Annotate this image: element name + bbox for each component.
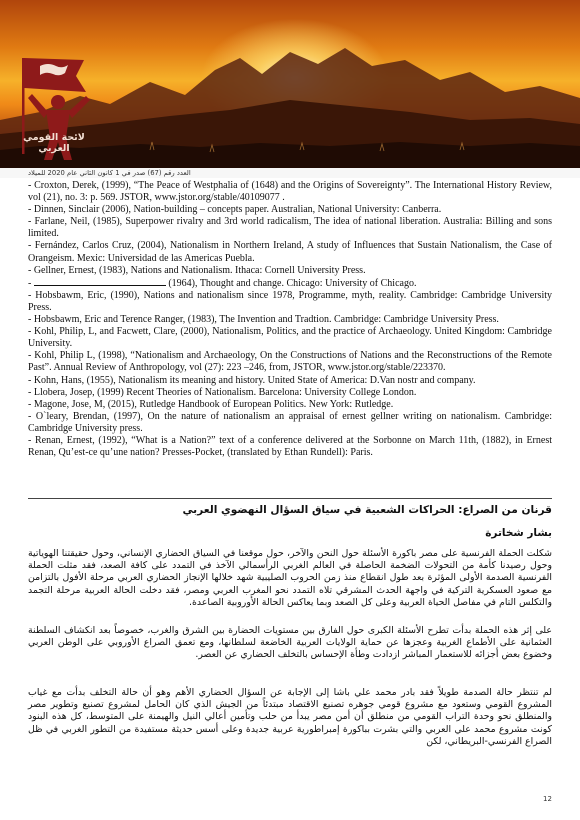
repeated-author-line [34, 277, 166, 286]
reference-item: - Hobsbawm, Eric and Terence Ranger, (1983), The Invention and Tradtion. Cambridge: Cambridge University Press. [28, 314, 499, 326]
reference-item: - (1964), Thought and change. Chicago: University of Chicago. [28, 277, 417, 289]
reference-item: - Kohl, Philip, L, and Facwett, Clare, (2000), Nationalism, Politics, and the practice of Archaeology. United Kingdom: Cambridge University. [28, 326, 552, 350]
reference-item: - Croxton, Derek, (1999), “The Peace of Westphalia of (1648) and the Origins of Sovereignty”. The International History Review, vol (21), no. 3: p. 569. JSTOR, www.jstor.org/stable/40109077 . [28, 180, 552, 204]
reference-item: - Kohn, Hans, (1955), Nationalism its meaning and history. United State of America: D.Van nostr and company. [28, 374, 476, 386]
section-divider [28, 498, 552, 499]
logo-caption: لائحة القومي العربي [23, 132, 85, 154]
issue-info-text: العدد رقم (67) صدر في 1 كانون الثاني عام 2020 للميلاد [28, 169, 191, 177]
reference-item: - Renan, Ernest, (1992), “What is a Nation?” text of a conference delivered at the Sorbonne on March 11th, (1882), in Ernest Renan, Qu’est-ce qu’une nation? Presses-Pocket, (translated by Ethan Rundell): Paris. [28, 434, 552, 459]
reference-item: - Farlane, Neil, (1985), Superpower rivalry and 3rd world radicalism, The idea of national liberation. Australia: Billing and sons limited. [28, 216, 552, 240]
reference-item: - Hobsbawm, Eric, (1990), Nations and nationalism since 1978, Programme, myth, reality. Cambridge: Cambridge University Press. [28, 289, 552, 313]
references-list [28, 180, 552, 459]
reference-item: - Fernández, Carlos Cruz, (2004), Nationalism in Northern Ireland, A study of Influences that Sustain Nationalism, the Case of Orangeism. Mexic: Universidad de las Americas Puebla. [28, 240, 552, 264]
article-paragraph: لم تنتظر حالة الصدمة طويلاً فقد بادر محمد علي باشا إلى الإجابة عن السؤال الحضاري الأهم وهو أن حالة التخلف بدأت مع غياب المشروع القومي وستعود مع مشروع قومي جوهره تصنيع الاقتصاد مبتدئاً من الجيش الذي كان الحامل لمشروع تصنيع وتطوير مصر والمنطلق نحو وحدة التراب القومي من منطلق أن أمن مصر يبدأ من حلب وتأمين أعالي النيل والهيمنة على المتوسط، كل هذه البنود كونت مشروع محمد علي العربي والتي بشرت بباكورة إمبراطورية عربية جديدة وعلى أسس حديثة مستفيدة من التطور الغربي في ظل الصراع الفرنسي-البريطاني، لكن [28, 687, 552, 747]
article-paragraph: على إثر هذه الحملة بدأت تطرح الأسئلة الكبرى حول الفارق بين مستويات الحضارة بين الشرق والغرب، خصوصاً بعد انكشاف السلطنة العثمانية على الأطماع الغربية وعجزها عن حماية الولايات العربية الخاضعة لسلطانها، ومع تعمق الصراع الأوروبي على الوطن العربي وخضوع بعض أجزائه للاستعمار المباشر ازدادت وطأة الإحساس بالتخلف الحضاري عن العصر. [28, 625, 552, 661]
reference-item: - Magone, Jose, M, (2015), Rutledge Handbook of European Politics. New York: Rutledge. [28, 398, 394, 410]
reference-item: - Kohl, Philip L, (1998), “Nationalism and Archaeology, On the Constructions of Nations and the Reconstructions of the Remote Past”. Annual Review of Anthropology, vol (27): 223 –246, from, JSTOR, www.jstor.org/stable/223370. [28, 350, 552, 374]
reference-item: - Dinnen, Sinclair (2006), Nation-building – concepts paper. Australian, National University: Canberra. [28, 204, 442, 216]
page-number: 12 [543, 795, 552, 803]
header-banner [0, 0, 580, 168]
article-paragraph: شكلت الحملة الفرنسية على مصر باكورة الأسئلة حول النحن والآخر، حول موقعنا في السياق الحضاري الإنساني، وحول حقيقتنا الهوياتية وحول رصيدنا كأمة من التحولات الضخمة الحاصلة في العالم الغربي الرأسمالي الآخذ في التمدد على كافة الصعد، فقد مثلت الحملة الفرنسية الصدمة الأولى المؤثرة بعد طول انقطاع منذ زمن الحروب الصليبية شهد خلالها الإنجاز الحضاري العربي مرحلة الأفول بالتزامن مع صعود العسكرية التركية في واجهة الحدث المشرقي تلاه التمدد نحو المغرب العربي ومصر، فقد دخلت الحالة العربية مرحلة التجمد والتكلس التام في مفاصل الحياة العربية وعلى كل الصعد وبما يعاكس الحالة الأوروبية الصاعدة. [28, 548, 552, 608]
article-title: قرنان من الصراع: الحراكات الشعبية في سياق السؤال النهضوي العربي [182, 504, 552, 516]
reference-item-text: (1964), Thought and change. Chicago: University of Chicago. [168, 277, 417, 289]
reference-item: - Gellner, Ernest, (1983), Nations and Nationalism. Ithaca: Cornell University Press. [28, 264, 366, 276]
issue-info [0, 168, 580, 178]
article-author: بشار شخاترة [485, 527, 552, 539]
reference-item: - O`leary, Brendan, (1997), On the nature of nationalism an appraisal of ernest gellner writing on nationalism. Cambridge: Cambridge University press. [28, 410, 552, 434]
reference-item: - Llobera, Josep, (1999) Recent Theories of Nationalism. Barcelona: University College London. [28, 386, 417, 398]
